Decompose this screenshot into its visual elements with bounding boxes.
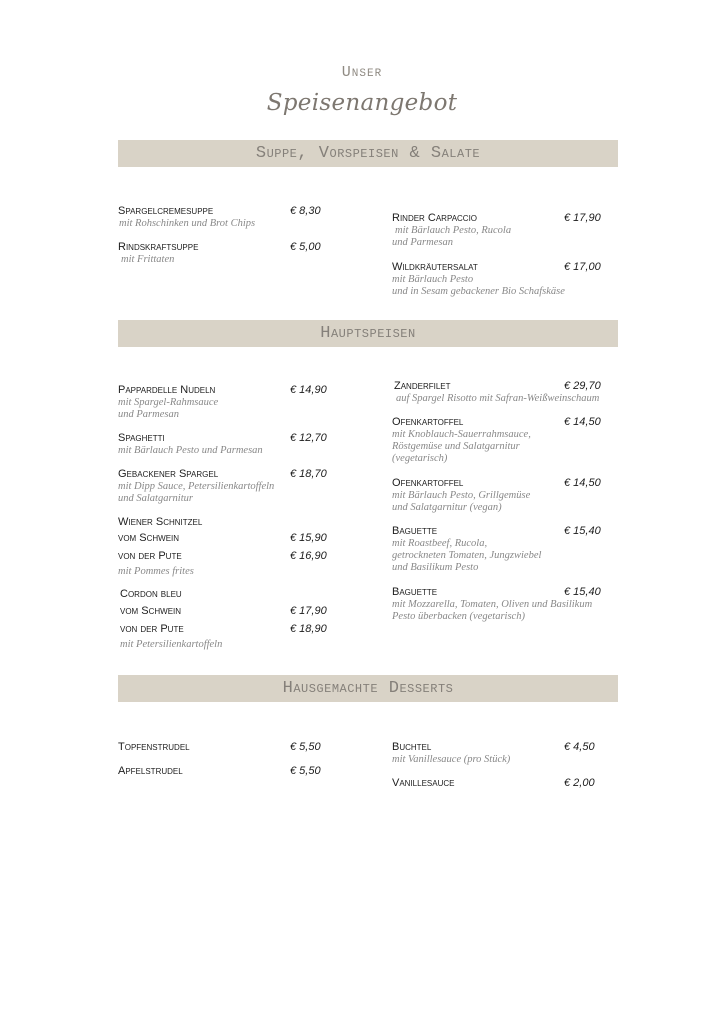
item-price: € 5,50 xyxy=(290,741,321,753)
item-description: und Parmesan xyxy=(392,237,453,248)
item-description: getrockneten Tomaten, Jungzwiebel xyxy=(392,550,542,561)
item-price: € 17,90 xyxy=(564,212,601,224)
item-description: und Basilikum Pesto xyxy=(392,562,479,573)
item-price: € 4,50 xyxy=(564,741,595,753)
item-variant: vom Schwein xyxy=(118,532,180,544)
item-name: Ofenkartoffel xyxy=(392,477,464,489)
item-variant: vom Schwein xyxy=(120,605,182,617)
item-description: mit Mozzarella, Tomaten, Oliven und Basilikum xyxy=(392,599,593,610)
item-description: mit Knoblauch-Sauerrahmsauce, xyxy=(392,429,531,440)
item-description: (vegetarisch) xyxy=(392,453,448,464)
menu-kicker: Unser xyxy=(341,64,383,81)
item-price: € 12,70 xyxy=(290,432,327,444)
section-title: Hauptspeisen xyxy=(320,324,416,343)
item-description: mit Roastbeef, Rucola, xyxy=(392,538,488,549)
item-price: € 14,50 xyxy=(564,416,601,428)
menu-title: Speisenangebot xyxy=(266,90,458,116)
section-title: Hausgemachte Desserts xyxy=(282,679,454,698)
item-name: Baguette xyxy=(392,586,438,598)
item-variant: von der Pute xyxy=(118,550,182,562)
section-header-mains xyxy=(118,320,618,347)
item-price: € 16,90 xyxy=(290,550,327,562)
section-header-soups xyxy=(118,140,618,167)
item-price: € 18,90 xyxy=(290,623,327,635)
item-description: mit Bärlauch Pesto und Parmesan xyxy=(118,445,263,456)
item-description: mit Bärlauch Pesto xyxy=(392,274,474,285)
item-description: mit Bärlauch Pesto, Grillgemüse xyxy=(392,490,531,501)
item-description: mit Dipp Sauce, Petersilienkartoffeln xyxy=(118,481,275,492)
section-title: Suppe, Vorspeisen & Salate xyxy=(255,144,481,163)
item-price: € 17,90 xyxy=(290,605,327,617)
item-price: € 29,70 xyxy=(564,380,601,392)
item-name: Ofenkartoffel xyxy=(392,416,464,428)
item-description: mit Pommes frites xyxy=(118,566,194,577)
item-description: mit Petersilienkartoffeln xyxy=(120,639,223,650)
item-description: mit Frittaten xyxy=(121,254,175,265)
item-name: Baguette xyxy=(392,525,438,537)
item-description: mit Rohschinken und Brot Chips xyxy=(119,218,256,229)
item-description: mit Vanillesauce (pro Stück) xyxy=(392,754,511,765)
item-name: Zanderfilet xyxy=(394,380,451,392)
item-price: € 15,40 xyxy=(564,586,601,598)
item-name: Cordon bleu xyxy=(120,588,182,600)
item-name: Rindskraftsuppe xyxy=(118,241,199,253)
item-name: Rinder Carpaccio xyxy=(392,212,478,224)
item-description: auf Spargel Risotto mit Safran-Weißweinschaum xyxy=(396,393,600,404)
item-price: € 5,00 xyxy=(290,241,321,253)
item-name: Wiener Schnitzel xyxy=(118,516,203,528)
item-name: Gebackener Spargel xyxy=(118,468,219,480)
item-description: mit Spargel-Rahmsauce xyxy=(118,397,219,408)
item-price: € 5,50 xyxy=(290,765,321,777)
item-name: Spargelcremesuppe xyxy=(118,205,214,217)
item-description: Röstgemüse und Salatgarnitur xyxy=(392,441,520,452)
item-price: € 17,00 xyxy=(564,261,601,273)
item-name: Pappardelle Nudeln xyxy=(118,384,216,396)
item-price: € 8,30 xyxy=(290,205,321,217)
item-price: € 2,00 xyxy=(564,777,595,789)
item-price: € 15,90 xyxy=(290,532,327,544)
item-price: € 18,70 xyxy=(290,468,327,480)
item-description: Pesto überbacken (vegetarisch) xyxy=(392,611,525,622)
item-name: Vanillesauce xyxy=(392,777,455,789)
item-name: Buchtel xyxy=(392,741,432,753)
item-description: und Parmesan xyxy=(118,409,179,420)
item-price: € 15,40 xyxy=(564,525,601,537)
item-name: Topfenstrudel xyxy=(118,741,190,753)
item-name: Wildkräutersalat xyxy=(392,261,478,273)
item-description: und Salatgarnitur (vegan) xyxy=(392,502,502,513)
section-header-desserts xyxy=(118,675,618,702)
item-variant: von der Pute xyxy=(120,623,184,635)
item-price: € 14,50 xyxy=(564,477,601,489)
item-description: und in Sesam gebackener Bio Schafskäse xyxy=(392,286,565,297)
item-description: mit Bärlauch Pesto, Rucola xyxy=(395,225,512,236)
item-name: Spaghetti xyxy=(118,432,165,444)
item-description: und Salatgarnitur xyxy=(118,493,193,504)
item-name: Apfelstrudel xyxy=(118,765,183,777)
item-price: € 14,90 xyxy=(290,384,327,396)
